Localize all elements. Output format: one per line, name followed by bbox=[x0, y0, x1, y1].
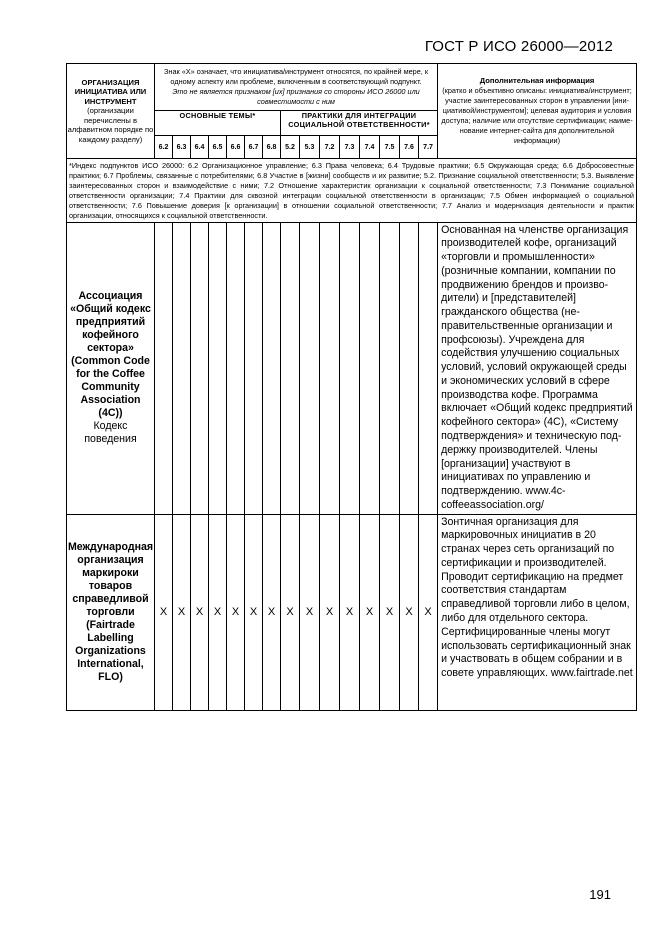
subclause-header-7-5: 7.5 bbox=[380, 136, 400, 159]
mark-cell-6-5 bbox=[209, 222, 227, 514]
additional-info-header bbox=[438, 64, 637, 159]
x-mark-note bbox=[155, 64, 438, 111]
mark-cell-6-4 bbox=[191, 222, 209, 514]
subclause-header-6-4: 6.4 bbox=[191, 136, 209, 159]
mark-cell-6-2: X bbox=[155, 514, 173, 710]
subclause-header-7-3: 7.3 bbox=[340, 136, 360, 159]
x-mark-disclaimer: Это не является признаком [их] признания со стороны ИСО 26000 или совместимости с ним bbox=[172, 87, 420, 106]
organization-header-title: ОРГАНИЗАЦИЯ ИНИЦИАТИВА ИЛИ ИНСТРУМЕНТ bbox=[74, 77, 147, 106]
subclause-header-6-8: 6.8 bbox=[263, 136, 281, 159]
mark-cell-7-4: X bbox=[360, 514, 380, 710]
organization-description: Зонтичная организация для маркировочных инициатив в 20 странах через сеть организаций по сертификации и производителей. Проводит сертификацию на предмет соответствия стандартам справедливой торговли либо в целом, либо для отдельного сектора. Сертифицированные члены могут использовать сертификационный знак и участвовать в общем собрании и в совете управляющих. www.fairtrade.net bbox=[438, 514, 637, 710]
subclause-header-7-7: 7.7 bbox=[419, 136, 438, 159]
additional-info-text: (кратко и объективно описаны: инициатива/инструмент; участие заинтересованных сторон в управлении [инициативой/инструментом]; целевая аудитория и условия доступа; наличие или отсутствие сертификации; наименование интернет-сайта для дополнительной информации) bbox=[441, 86, 633, 146]
subclause-header-6-3: 6.3 bbox=[173, 136, 191, 159]
organization-name: Международная организация маркироки товаров справедливой торговли (Fairtrade Labelling Organizations International, FLO) bbox=[67, 540, 154, 683]
mark-cell-6-6 bbox=[227, 222, 245, 514]
mark-cell-6-3 bbox=[173, 222, 191, 514]
page-number: 191 bbox=[589, 887, 611, 902]
mark-cell-6-7 bbox=[245, 222, 263, 514]
subclause-index-legend: *Индекс подпунктов ИСО 26000: 6.2 Организационное управление; 6.3 Права человека; 6.4 Трудовые практики; 6.5 Окружающая среда; 6.6 Добросовестные практики; 6.7 Проблемы, связанные с потребителями; 6.8 Участие в [жизни] сообществ и их развитие; 5.2. Признание социальной ответственности; 5.3. Выявление заинтересованных сторон и взаимодействие с ними; 7.2 Отношение характеристик организации к социальной ответственности; 7.3 Понимание социальной ответственности организации; 7.4 Практики для сквозной интеграции социальной ответственности в организации; 7.5 Обмен информацией о социальной ответственности; 7.6 Повышение доверия [к организации] в отношении социальной ответственности; 7.7 Анализ и модернизация деятельности и практик организации, относящихся к социальной ответственности. bbox=[67, 159, 637, 223]
mark-cell-7-5: X bbox=[380, 514, 400, 710]
organization-column-header bbox=[67, 64, 155, 159]
organization-kind: Кодекс поведения bbox=[84, 420, 137, 446]
table-row bbox=[67, 222, 637, 514]
core-subjects-header: ОСНОВНЫЕ ТЕМЫ* bbox=[155, 111, 281, 136]
mark-cell-7-6: X bbox=[400, 514, 419, 710]
mark-cell-6-5: X bbox=[209, 514, 227, 710]
subclause-header-7-2: 7.2 bbox=[320, 136, 340, 159]
mark-cell-7-6 bbox=[400, 222, 419, 514]
mark-cell-7-3 bbox=[340, 222, 360, 514]
mark-cell-6-2 bbox=[155, 222, 173, 514]
mark-cell-6-7: X bbox=[245, 514, 263, 710]
subclause-header-6-6: 6.6 bbox=[227, 136, 245, 159]
mark-cell-6-4: X bbox=[191, 514, 209, 710]
mark-cell-6-8 bbox=[263, 222, 281, 514]
organization-name-cell bbox=[67, 222, 155, 514]
integration-practices-header: ПРАКТИКИ ДЛЯ ИНТЕГРАЦИИ СОЦИАЛЬНОЙ ОТВЕТСТВЕННОСТИ* bbox=[281, 111, 438, 136]
subclause-header-7-4: 7.4 bbox=[360, 136, 380, 159]
mark-cell-5-2: X bbox=[281, 514, 300, 710]
mark-cell-7-2: X bbox=[320, 514, 340, 710]
organization-description: Основанная на членстве организация производителей кофе, организаций «торговли и промышленности» (розничные компании, компании по продвижению брендов и производители) и [представителей] гражданского общества (неправительственные организации и профсоюзы). Учреждена для содействия улучшению социальных условий, условий окружающей среды и экономических условий в сфере производства кофе. Программа включает «Общий кодекс предприятий кофейного сектора» (4C), «Систему подтверждения» и техническую поддержку производителей. Члены [организации] участвуют в инициативах по управлению и подтверждению. www.4c-coffeeassociation.org/ bbox=[438, 222, 637, 514]
mark-cell-7-2 bbox=[320, 222, 340, 514]
mark-cell-6-8: X bbox=[263, 514, 281, 710]
x-mark-note-text: Знак «X» означает, что инициатива/инструмент относятся, по крайней мере, к одному аспекту или проблеме, включенным в соответствующий подпункт. bbox=[164, 67, 429, 87]
subclause-header-5-2: 5.2 bbox=[281, 136, 300, 159]
subclause-header-7-6: 7.6 bbox=[400, 136, 419, 159]
mark-cell-6-6: X bbox=[227, 514, 245, 710]
subclause-header-6-2: 6.2 bbox=[155, 136, 173, 159]
subclause-header-6-7: 6.7 bbox=[245, 136, 263, 159]
mark-cell-7-7 bbox=[419, 222, 438, 514]
initiatives-table bbox=[66, 63, 637, 711]
subclause-header-6-5: 6.5 bbox=[209, 136, 227, 159]
page-header-standard: ГОСТ Р ИСО 26000—2012 bbox=[424, 38, 613, 55]
mark-cell-7-3: X bbox=[340, 514, 360, 710]
organization-name: Ассоциация «Общий кодекс предприятий кофейного сектора» (Common Code for the Coffee Community Association (4C)) bbox=[70, 289, 151, 420]
mark-cell-7-7: X bbox=[419, 514, 438, 710]
mark-cell-5-3: X bbox=[300, 514, 320, 710]
organization-header-subtitle: (организации перечислены в алфавитном порядке по каждому разделу) bbox=[67, 106, 154, 144]
mark-cell-5-3 bbox=[300, 222, 320, 514]
mark-cell-7-4 bbox=[360, 222, 380, 514]
mark-cell-6-3: X bbox=[173, 514, 191, 710]
organization-name-cell bbox=[67, 514, 155, 710]
subclause-header-5-3: 5.3 bbox=[300, 136, 320, 159]
table-row bbox=[67, 514, 637, 710]
additional-info-title: Дополнительная информация bbox=[479, 75, 595, 85]
mark-cell-7-5 bbox=[380, 222, 400, 514]
mark-cell-5-2 bbox=[281, 222, 300, 514]
